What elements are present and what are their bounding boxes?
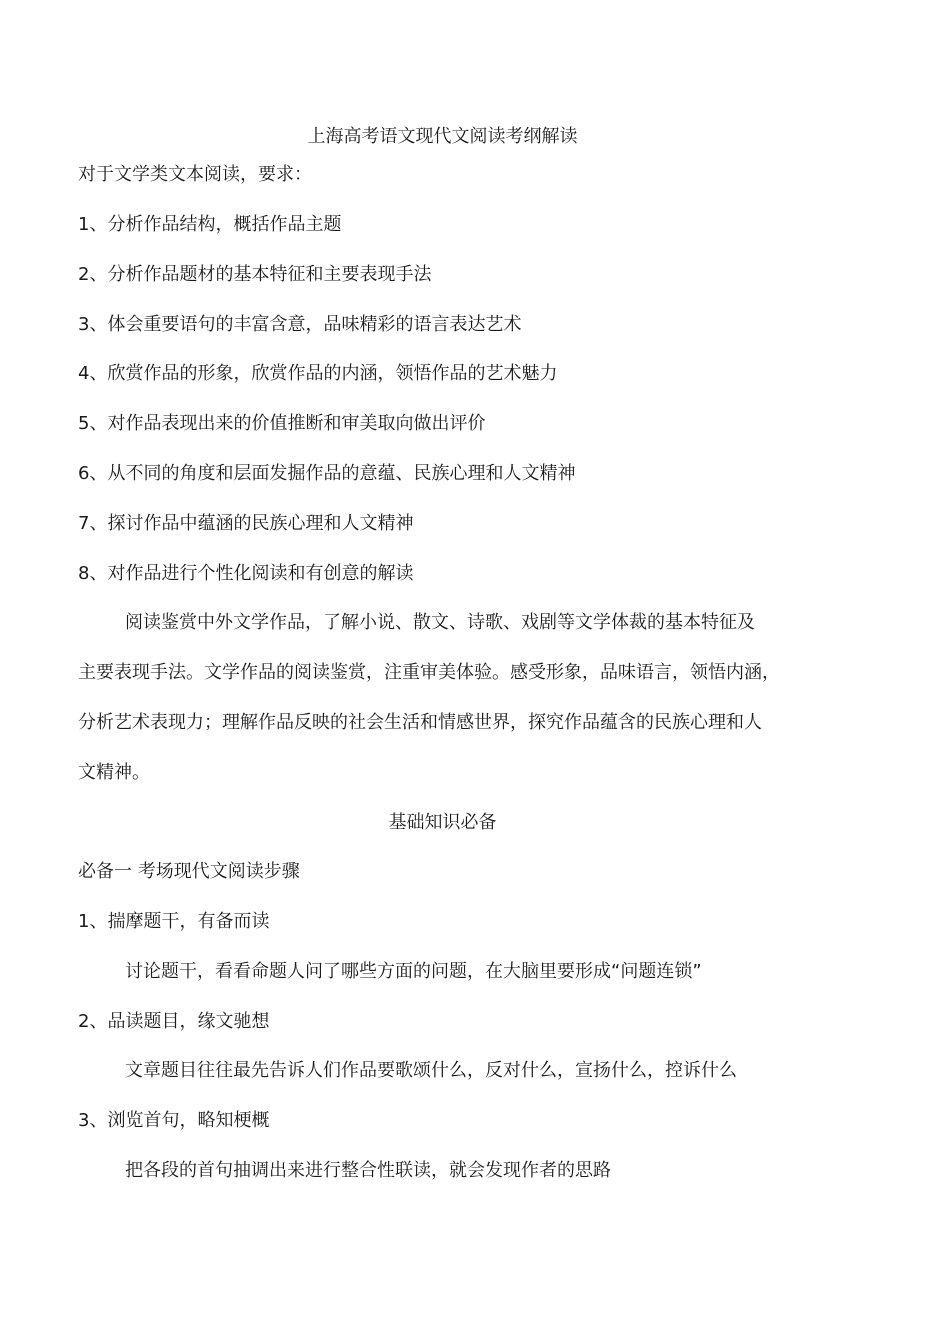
step-heading: 1、揣摩题干，有备而读 xyxy=(78,911,270,932)
requirement-item: 2、分析作品题材的基本特征和主要表现手法 xyxy=(78,264,432,285)
requirement-item: 7、探讨作品中蕴涵的民族心理和人文精神 xyxy=(78,513,414,534)
step-heading: 3、浏览首句，略知梗概 xyxy=(78,1110,270,1131)
subsection-heading: 必备一 考场现代文阅读步骤 xyxy=(78,861,300,882)
requirement-item: 3、体会重要语句的丰富含意，品味精彩的语言表达艺术 xyxy=(78,314,522,335)
requirement-item: 1、分析作品结构，概括作品主题 xyxy=(78,214,342,235)
requirement-item: 4、欣赏作品的形象，欣赏作品的内涵，领悟作品的艺术魅力 xyxy=(78,363,558,384)
step-detail: 把各段的首句抽调出来进行整合性联读，就会发现作者的思路 xyxy=(125,1160,611,1181)
step-heading: 2、品读题目，缘文驰想 xyxy=(78,1011,270,1032)
paragraph-line: 阅读鉴赏中外文学作品，了解小说、散文、诗歌、戏剧等文学体裁的基本特征及 xyxy=(125,612,755,633)
step-detail: 文章题目往往最先告诉人们作品要歌颂什么，反对什么，宣扬什么，控诉什么 xyxy=(125,1060,737,1081)
paragraph-line: 分析艺术表现力；理解作品反映的社会生活和情感世界，探究作品蕴含的民族心理和人 xyxy=(78,712,762,733)
document-title: 上海高考语文现代文阅读考纲解读 xyxy=(307,126,578,147)
paragraph-line: 主要表现手法。文学作品的阅读鉴赏，注重审美体验。感受形象，品味语言，领悟内涵， xyxy=(78,662,780,683)
requirement-item: 5、对作品表现出来的价值推断和审美取向做出评价 xyxy=(78,413,486,434)
paragraph-line: 文精神。 xyxy=(78,762,150,783)
intro-line: 对于文学类文本阅读，要求： xyxy=(78,164,312,185)
requirement-item: 6、从不同的角度和层面发掘作品的意蕴、民族心理和人文精神 xyxy=(78,463,576,484)
section-heading: 基础知识必备 xyxy=(388,812,497,833)
step-detail: 讨论题干，看看命题人问了哪些方面的问题，在大脑里要形成“问题连锁” xyxy=(125,961,702,982)
requirement-item: 8、对作品进行个性化阅读和有创意的解读 xyxy=(78,563,414,584)
